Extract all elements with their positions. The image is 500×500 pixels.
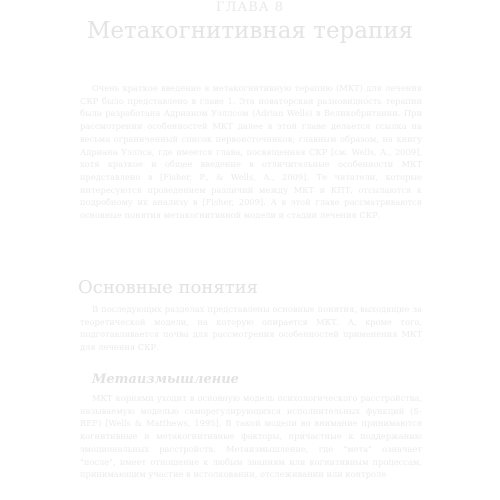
subsection-paragraph: МКТ корнями уходит в основную модель психологического расстройства, называемую моделью саморегулирующихся исполнительных функций (S-REF) [Wells & Matthews, 1995]. В такой модели во внимание принимаются когнитивные и метакогнитивные факторы, причастные к поддержанию эмоциональных расстройств. Метаизмышление, где "мета" означает "после", имеет отношение к любым знаниям или когнитивным процессам, принимающим участие в истолковании, отслеживании или контроле [80, 393, 422, 480]
subsection-heading: Метаизмышление [92, 372, 239, 387]
section-paragraph: В последующих разделах представлены основные понятия, выходящие за теоретической модели, на которую опирается МКТ. А, кроме того, подготавливается почва для рассмотрения особенностей применения МКТ для лечения СКР. [80, 304, 422, 353]
intro-paragraph: Очень краткое введение в метакогнитивную терапию (МКТ) для лечения СКР было представлено в главе 1. Эта новаторская разновидность терапии была разработана Адрианом Уэллсом (Adrian Wells) в Великобритании. При рассмотрении особенностей МКТ далее в этой главе делается ссылка на весьма ограниченный список первоисточников; главным образом, на книгу Адриана Уэллса, где имеется глава, посвященная СКР [см. Wells, A., 2009], хотя краткое и общее введение в отличительные особенности МКТ представлено в [Fisher, P., & Wells, A., 2009]. Те читатели, которые интересуются проведением различий между МКТ и КПТ, отсылаются к подробному их анализу в [Fisher, 2009]. А в этой главе рассматриваются основные понятия метакогнитивной модели и стадии лечения СКР. [80, 83, 422, 221]
chapter-label: ГЛАВА 8 [215, 0, 285, 15]
chapter-title: Метакогнитивная терапия [86, 18, 414, 44]
section-heading: Основные понятия [78, 277, 258, 298]
